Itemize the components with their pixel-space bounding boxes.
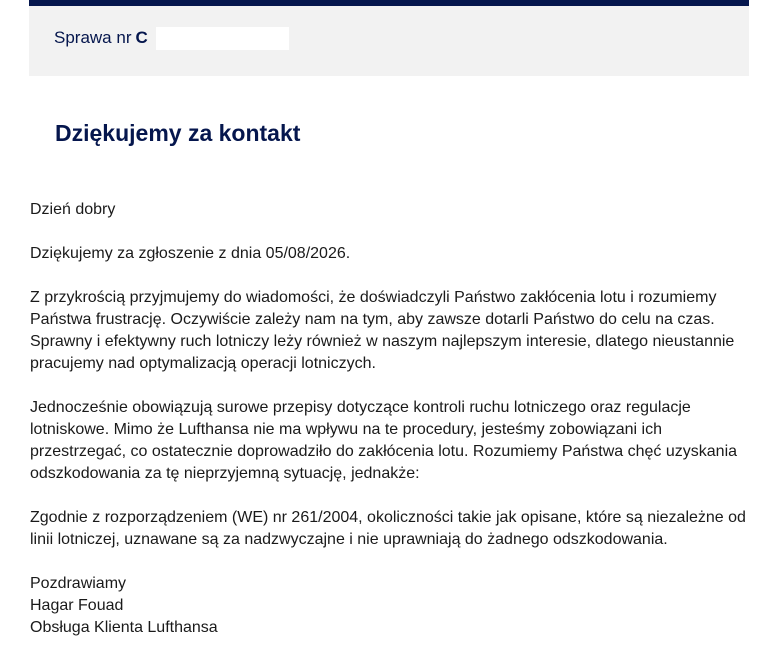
paragraph-eu-regulation: Zgodnie z rozporządzeniem (WE) nr 261/2004, okoliczności takie jak opisane, które są niezależne od linii lotniczej, uznawane są za nadzwyczajne i nie uprawniają do żadnego odszkodowania. (30, 509, 746, 548)
case-number-redaction (156, 27, 289, 50)
case-reference (54, 27, 148, 49)
case-reference-box (29, 6, 749, 76)
case-number: C (135, 28, 148, 47)
paragraph-regulations: Jednocześnie obowiązują surowe przepisy dotyczące kontroli ruchu lotniczego oraz regulacje lotniskowe. Mimo że Lufthansa nie ma wpływu na te procedury, jesteśmy zobowiązani ich przestrzegać, co ostatecznie doprowadziło do zakłócenia lotu. Rozumiemy Państwa chęć uzyskania odszkodowania za tę nieprzyjemną sytuację, jednakże: (30, 399, 738, 482)
page-title: Dziękujemy za kontakt (55, 120, 301, 146)
signature-name: Hagar Fouad (30, 597, 124, 614)
paragraph-apology: Z przykrością przyjmujemy do wiadomości, że doświadczyli Państwo zakłócenia lotu i rozumiemy Państwa frustrację. Oczywiście zależy nam na tym, aby zawsze dotarli Państwo do celu na czas. Sprawny i efektywny ruch lotniczy leży również w naszym najlepszym interesie, dlatego nieustannie pracujemy nad optymalizacją operacji lotniczych. (30, 289, 735, 372)
signature-department: Obsługa Klienta Lufthansa (30, 619, 218, 636)
greeting: Dzień dobry (30, 201, 116, 218)
case-label: Sprawa nr (54, 28, 132, 47)
signature (30, 573, 758, 639)
signature-closing: Pozdrawiamy (30, 575, 127, 592)
message-body (30, 199, 758, 661)
paragraph-date: Dziękujemy za zgłoszenie z dnia 05/08/2026. (30, 245, 351, 262)
